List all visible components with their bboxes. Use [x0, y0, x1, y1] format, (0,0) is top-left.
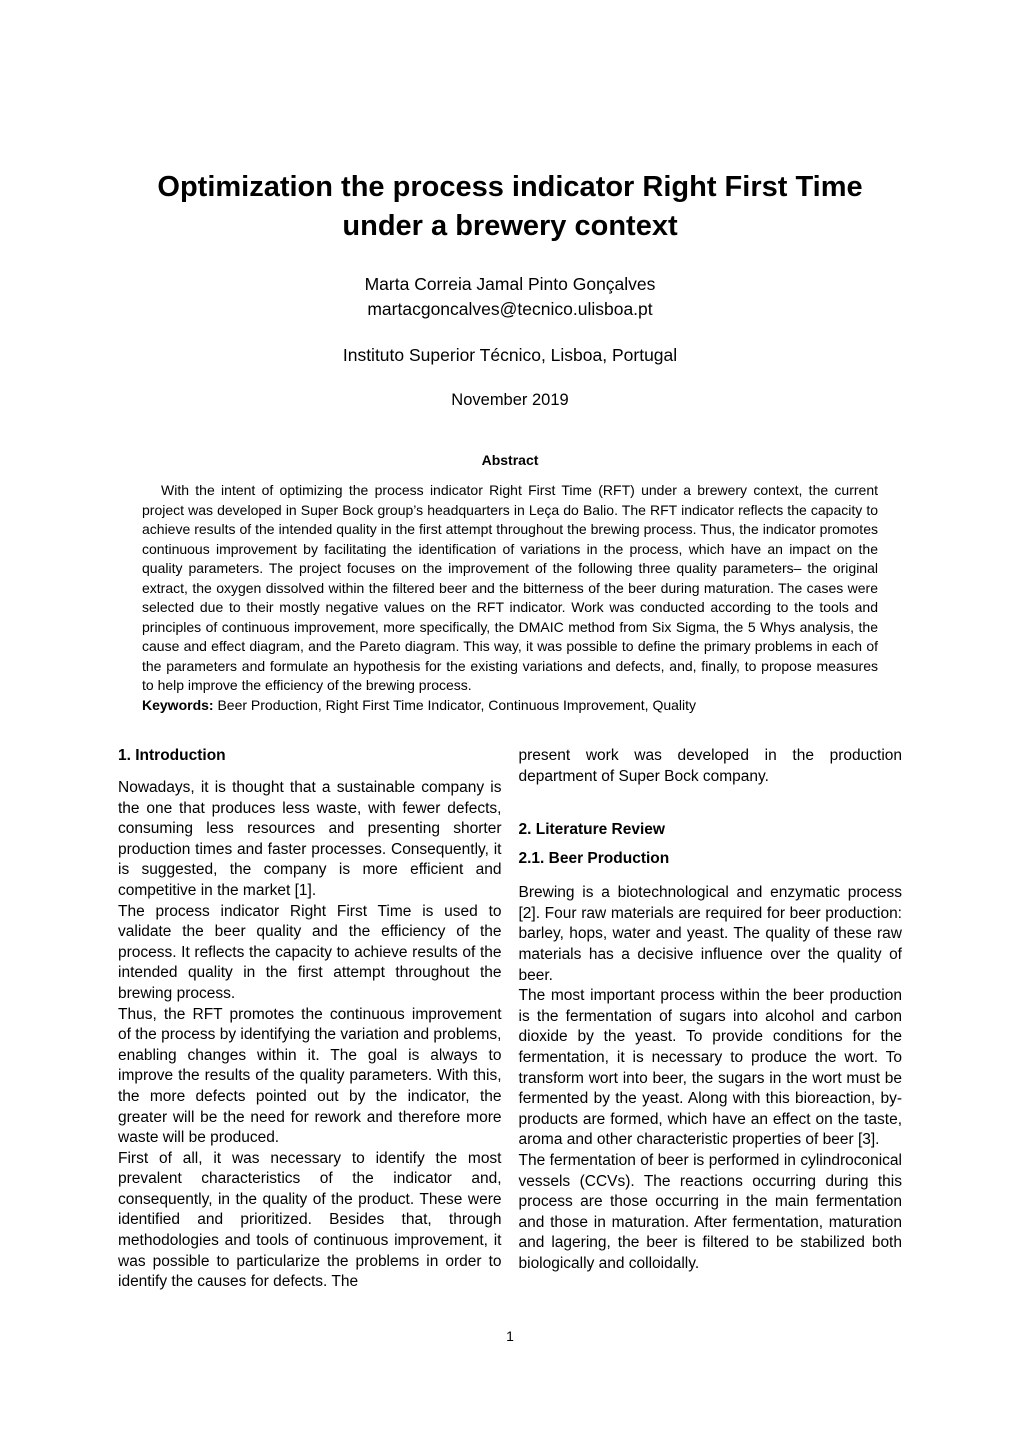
introduction-paragraph-3: Thus, the RFT promotes the continuous improvement of the process by identifying the variation and problems, enabling changes within it. The goal is always to improve the results of the quality parameters. With this, the more defects pointed out by the indicator, the greater will be the need for rework and therefore more waste will be produced. [118, 1005, 502, 1147]
section-heading-literature-review: 2. Literature Review [518, 821, 665, 839]
affiliation: Instituto Superior Técnico, Lisboa, Portugal [342, 345, 678, 365]
subsection-heading-beer-production: 2.1. Beer Production [518, 850, 670, 868]
beer-production-paragraph-3: The fermentation of beer is performed in cylindroconical vessels (CCVs). The reactions occurring during this process are those occurring in the main fermentation and those in maturation. After fermentation, maturation and lagering, the beer is filtered to be stabilized both biologically and colloidally. [518, 1151, 902, 1272]
publication-date: November 2019 [451, 391, 569, 409]
paper-title-line-2: under a brewery context [342, 210, 678, 242]
introduction-paragraph-4: First of all, it was necessary to identify the most prevalent characteristics of the indicator and, consequently, in the quality of the product. These were identified and prioritized. Besides that, through methodologies and tools of continuous improvement, it was possible to particularize the problems in order to identify the causes for defects. The [118, 1149, 502, 1291]
author-email: martacgoncalves@tecnico.ulisboa.pt [367, 299, 653, 319]
introduction-paragraph-4-continued: present work was developed in the production department of Super Bock company. [518, 747, 902, 785]
right-column [519, 746, 903, 1293]
abstract-text: With the intent of optimizing the process indicator Right First Time (RFT) under a brewery context, the current project was developed in Super Bock group’s headquarters in Leça do Balio. The RFT indicator reflects the capacity to achieve results of the intended quality in the first attempt throughout the brewing process. Thus, the indicator promotes continuous improvement by facilitating the identification of variations in the process, which have an impact on the quality parameters. The project focuses on the improvement of the following three quality parameters– the original extract, the oxygen dissolved within the filtered beer and the bitterness of the beer during maturation. The cases were selected due to their mostly negative values on the RFT indicator. Work was conducted according to the tools and principles of continuous improvement, more specifically, the DMAIC method from Six Sigma, the 5 Whys analysis, the cause and effect diagram, and the Pareto diagram. This way, it was possible to define the primary problems in each of the parameters and formulate an hypothesis for the existing variations and defects, and, finally, to propose measures to help improve the efficiency of the brewing process. [142, 482, 878, 693]
left-column [118, 746, 502, 1293]
author-name: Marta Correia Jamal Pinto Gonçalves [364, 274, 656, 294]
section-heading-introduction: 1. Introduction [118, 747, 226, 764]
abstract-section [142, 452, 878, 715]
introduction-paragraph-2: The process indicator Right First Time is used to validate the beer quality and the efficiency of the process. It reflects the capacity to achieve results of the intended quality in the first attempt throughout the brewing process. [118, 902, 502, 1002]
paper-title-line-1: Optimization the process indicator Right First Time [157, 171, 863, 203]
author-block [0, 272, 1020, 322]
keywords-label: Keywords: [142, 696, 214, 713]
paper-title [90, 168, 930, 246]
abstract-heading: Abstract [481, 452, 539, 468]
two-column-body [118, 746, 902, 1293]
keywords-text: Beer Production, Right First Time Indicator, Continuous Improvement, Quality [213, 696, 697, 713]
keywords-line [142, 696, 878, 716]
page-number: 1 [506, 1328, 514, 1344]
beer-production-paragraph-1: Brewing is a biotechnological and enzymatic process [2]. Four raw materials are required for beer production: barley, hops, water and yeast. The quality of these raw materials has a decisive influence over the quality of beer. [518, 884, 902, 984]
introduction-paragraph-1: Nowadays, it is thought that a sustainable company is the one that produces less waste, with fewer defects, consuming less resources and presenting shorter production times and faster processes. Consequently, it is suggested, the company is more efficient and competitive in the market [1]. [118, 779, 502, 899]
beer-production-paragraph-2: The most important process within the beer production is the fermentation of sugars into alcohol and carbon dioxide by the yeast. To provide conditions for the fermentation, it is necessary to produce the wort. To transform wort into beer, the sugars in the wort must be fermented by the yeast. Along with this bioreaction, by-products are formed, which have an effect on the taste, aroma and other characteristic properties of beer [3]. [518, 987, 902, 1149]
